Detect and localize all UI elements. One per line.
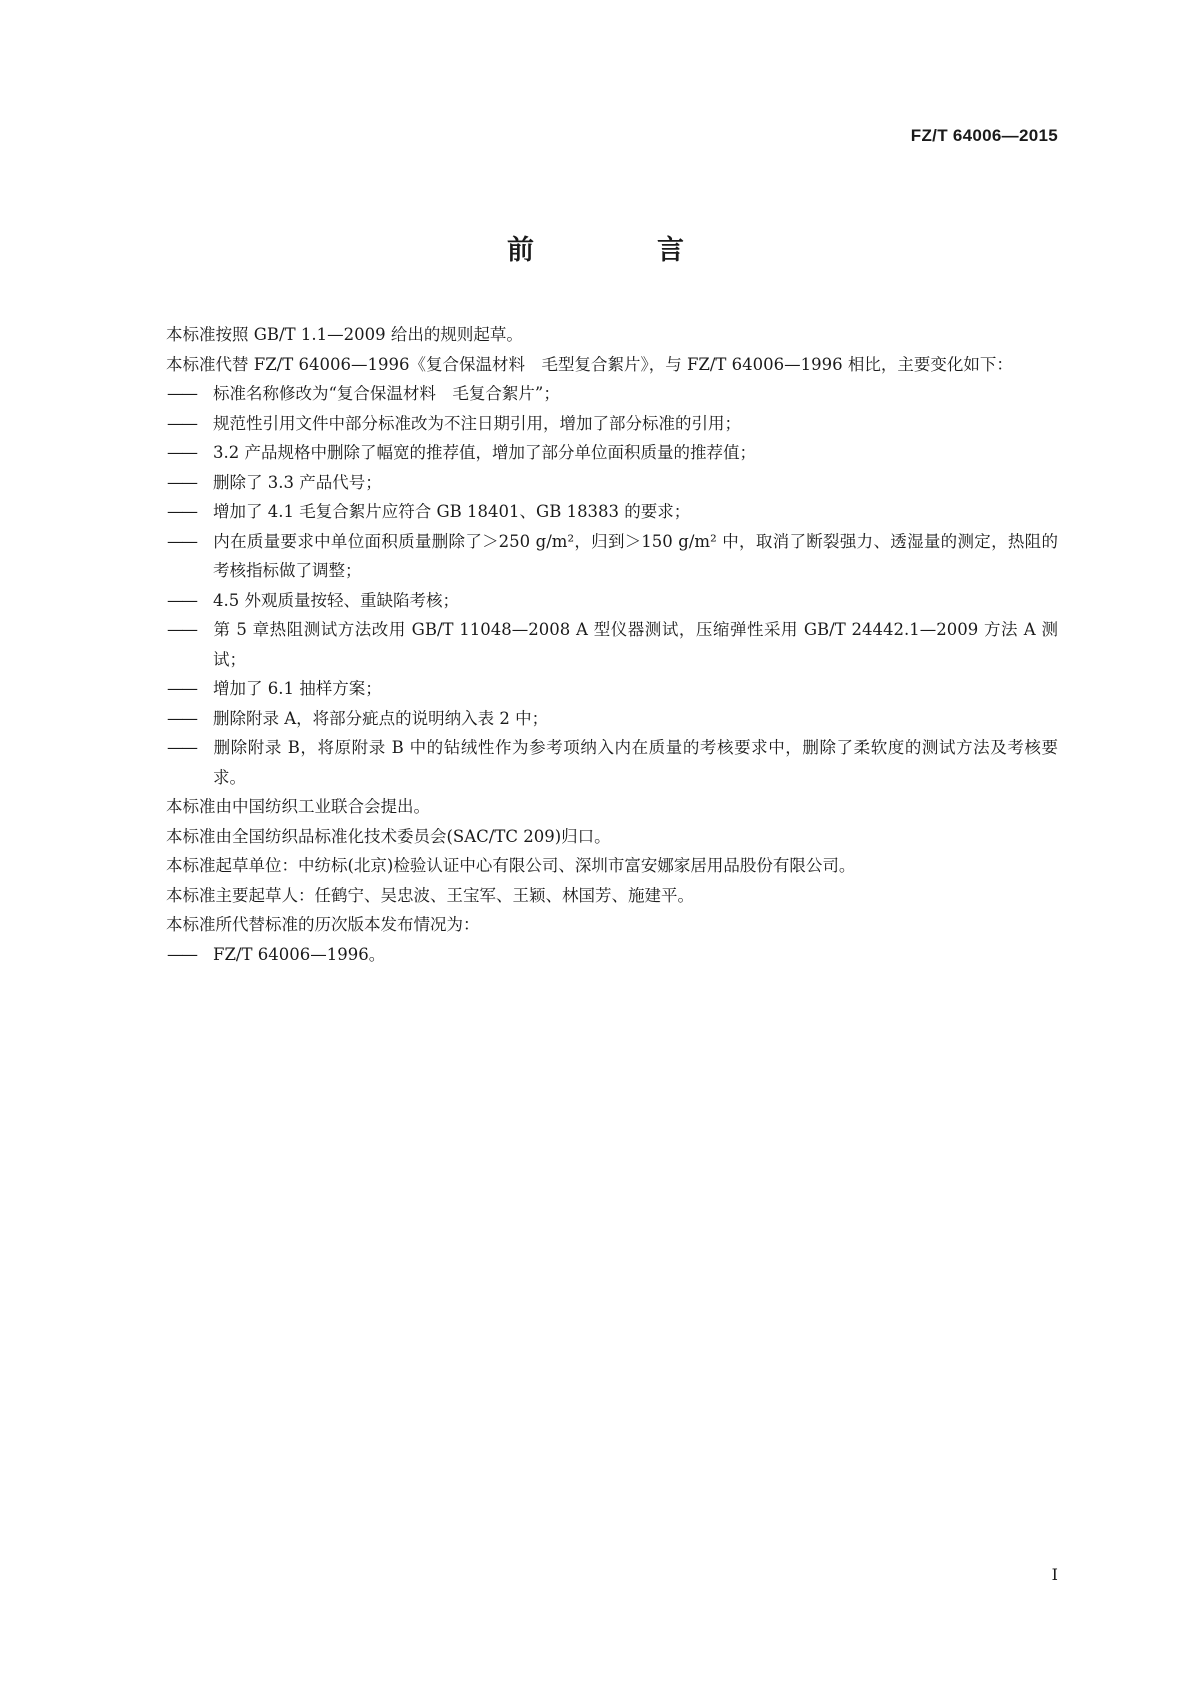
dash-marker: —— <box>167 443 196 462</box>
page-number: I <box>1051 1565 1058 1584</box>
paragraph-drafting-rules: 本标准按照 GB/T 1.1—2009 给出的规则起草。 <box>166 325 523 344</box>
change-item-text: 4.5 外观质量按轻、重缺陷考核； <box>213 590 459 610</box>
change-item-text: 删除附录 A，将部分疵点的说明纳入表 2 中； <box>213 708 549 728</box>
paragraph-drafters: 本标准主要起草人：任鹤宁、吴忠波、王宝军、王颖、林国芳、施建平。 <box>166 885 694 905</box>
change-item-text: 3.2 产品规格中删除了幅宽的推荐值，增加了部分单位面积质量的推荐值； <box>213 443 756 462</box>
change-item <box>133 438 1058 468</box>
change-item <box>133 586 1058 616</box>
foreword-body <box>133 320 1058 969</box>
change-item-text: 增加了 6.1 抽样方案； <box>213 679 382 698</box>
change-item-text: 增加了 4.1 毛复合絮片应符合 GB 18401、GB 18383 的要求； <box>213 502 691 521</box>
change-item <box>133 527 1058 586</box>
change-item <box>133 409 1058 439</box>
paragraph-replacement: 本标准代替 FZ/T 64006—1996《复合保温材料 毛型复合絮片》，与 FZ/T 64006—1996 相比，主要变化如下： <box>166 354 1013 374</box>
change-item <box>133 379 1058 409</box>
dash-marker: —— <box>167 738 196 757</box>
dash-marker: —— <box>167 384 196 403</box>
dash-marker: —— <box>167 413 196 433</box>
paragraph-history-intro: 本标准所代替标准的历次版本发布情况为： <box>166 915 480 934</box>
history-item <box>133 940 1058 970</box>
change-item-text: 内在质量要求中单位面积质量删除了＞250 g/m²，归到＞150 g/m² 中，取消了断裂强力、透湿量的测定，热阻的考核指标做了调整； <box>213 531 1058 580</box>
dash-marker: —— <box>167 679 196 698</box>
change-item <box>133 615 1058 674</box>
paragraph-committee: 本标准由全国纺织品标准化技术委员会(SAC/TC 209)归口。 <box>166 826 611 846</box>
change-item <box>133 468 1058 498</box>
paragraph-drafting-units: 本标准起草单位：中纺标(北京)检验认证中心有限公司、深圳市富安娜家居用品股份有限公司。 <box>166 856 856 875</box>
dash-marker: —— <box>167 620 196 639</box>
change-item <box>133 497 1058 527</box>
change-item <box>133 733 1058 792</box>
paragraph-proposer: 本标准由中国纺织工业联合会提出。 <box>166 797 430 816</box>
dash-marker: —— <box>167 531 196 551</box>
page-title: 前 言 <box>507 235 732 266</box>
dash-marker: —— <box>167 502 196 521</box>
history-item-text: FZ/T 64006—1996。 <box>213 944 386 964</box>
change-item <box>133 674 1058 704</box>
dash-marker: —— <box>167 944 196 964</box>
change-item-text: 删除附录 B，将原附录 B 中的钻绒性作为参考项纳入内在质量的考核要求中，删除了柔软度的测试方法及考核要求。 <box>213 738 1058 787</box>
change-item-text: 规范性引用文件中部分标准改为不注日期引用，增加了部分标准的引用； <box>213 413 741 433</box>
dash-marker: —— <box>167 708 196 728</box>
change-item-text: 标准名称修改为“复合保温材料 毛复合絮片”； <box>213 384 560 403</box>
change-item <box>133 704 1058 734</box>
change-item-text: 删除了 3.3 产品代号； <box>213 472 382 492</box>
dash-marker: —— <box>167 590 196 610</box>
standard-code: FZ/T 64006—2015 <box>910 126 1058 145</box>
dash-marker: —— <box>167 472 196 492</box>
change-item-text: 第 5 章热阻测试方法改用 GB/T 11048—2008 A 型仪器测试，压缩弹性采用 GB/T 24442.1—2009 方法 A 测试； <box>213 620 1058 669</box>
